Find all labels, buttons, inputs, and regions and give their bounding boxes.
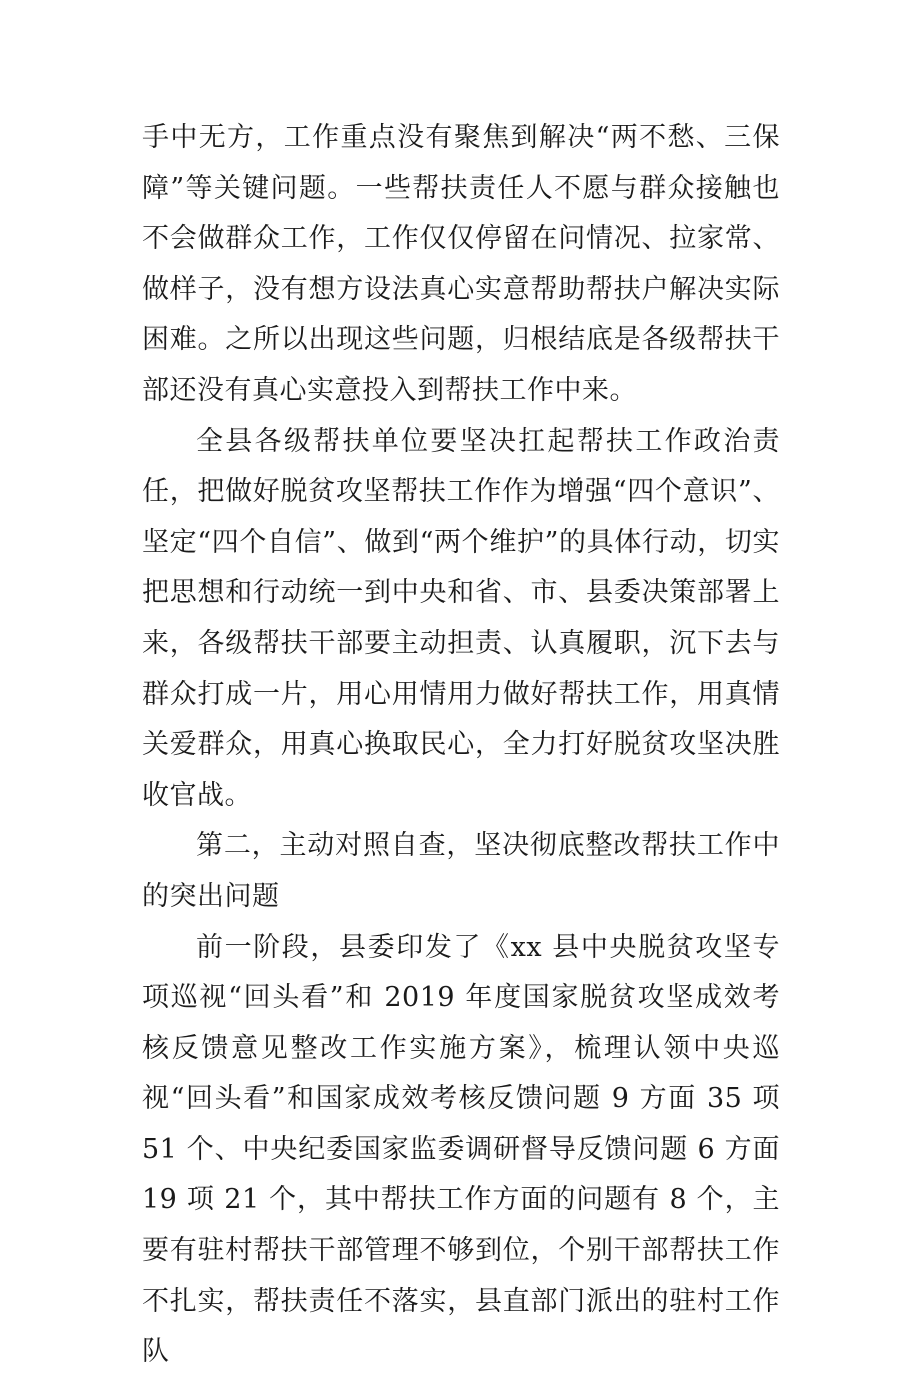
paragraph-2: 全县各级帮扶单位要坚决扛起帮扶工作政治责任，把做好脱贫攻坚帮扶工作作为增强“四个意识”、坚定“四个自信”、做到“两个维护”的具体行动，切实把思想和行动统一到中央和省、市、县委决策部署上来，各级帮扶干部要主动担责、认真履职，沉下去与群众打成一片，用心用情用力做好帮扶工作，用真情关爱群众，用真心换取民心，全力打好脱贫攻坚决胜收官战。 [142, 425, 780, 811]
section-heading-2: 第二，主动对照自查，坚决彻底整改帮扶工作中的突出问题 [142, 830, 780, 912]
document-body [142, 113, 780, 1378]
paragraph-3: 前一阶段，县委印发了《xx 县中央脱贫攻坚专项巡视“回头看”和 2019 年度国家脱贫攻坚成效考核反馈意见整改工作实施方案》，梳理认领中央巡视“回头看”和国家成效考核反馈问题 9 方面 35 项 51 个、中央纪委国家监委调研督导反馈问题 6 方面 19 项 21 个，其中帮扶工作方面的问题有 8 个，主要有驻村帮扶干部管理不够到位，个别干部帮扶工作不扎实，帮扶责任不落实，县直部门派出的驻村工作队 [142, 931, 781, 1368]
paragraph-1: 手中无方，工作重点没有聚焦到解决“两不愁、三保障”等关键问题。一些帮扶责任人不愿与群众接触也不会做群众工作，工作仅仅停留在问情况、拉家常、做样子，没有想方设法真心实意帮助帮扶户解决实际困难。之所以出现这些问题，归根结底是各级帮扶干部还没有真心实意投入到帮扶工作中来。 [142, 122, 780, 406]
